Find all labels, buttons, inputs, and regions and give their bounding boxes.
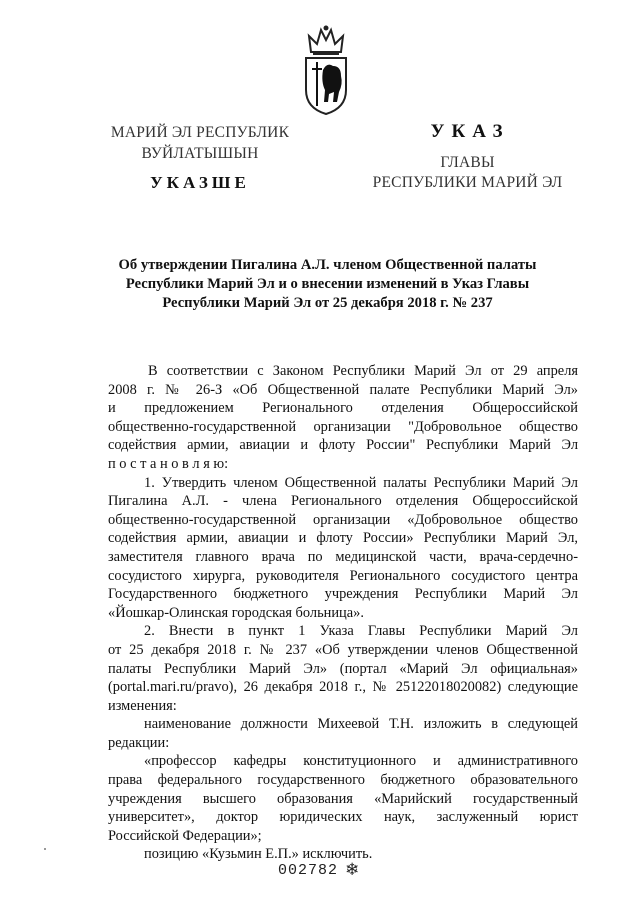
document-serial-number: 002782 (278, 862, 339, 879)
scan-speck (44, 848, 46, 850)
body-line: палаты Республики Марий Эл» (портал «Марий Эл официальная» (108, 660, 578, 677)
body-line: от 25 декабря 2018 г. № 237 «Об утверждении членов Общественной (108, 641, 578, 658)
header-left-line1: МАРИЙ ЭЛ РЕСПУБЛИК (110, 124, 290, 141)
body-line: 2008 г. № 26-З «Об Общественной палате Республики Марий Эл» (108, 381, 578, 398)
body-line: содействия армии, авиации и флоту России» Республики Марий Эл, (108, 530, 578, 547)
document-body (108, 362, 578, 864)
body-line: и предложением Регионального отделения Общероссийской (108, 400, 578, 417)
body-line: редакции: (108, 734, 170, 751)
body-line: «Йошкар-Олинская городская больница». (108, 604, 364, 621)
body-line-postanovlyayu: п о с т а н о в л я ю: (108, 455, 229, 472)
body-line: содействия армии, авиации и флоту России" Республики Марий Эл (108, 437, 578, 454)
body-line: Российской Федерации»; (108, 827, 262, 844)
body-line: общественно-государственной организации «Добровольное общество (108, 511, 578, 528)
title-line: Республики Марий Эл от 25 декабря 2018 г. № 237 (162, 295, 493, 311)
document-title (105, 256, 550, 313)
body-line: позицию «Кузьмин Е.П.» исключить. (144, 846, 373, 863)
body-line: Пигалина А.Л. - члена Регионального отделения Общероссийской (108, 493, 578, 510)
body-line: (portal.mari.ru/pravo), 26 декабря 2018 г., № 25122018020082) следующие (108, 679, 578, 696)
body-line: В соответствии с Законом Республики Марий Эл от 29 апреля (148, 363, 578, 379)
header-left-decree-word: УКАЗШЕ (150, 173, 250, 192)
body-line: 1. Утвердить членом Общественной палаты Республики Марий Эл (144, 474, 578, 491)
body-line: «профессор кафедры конституционного и административного (144, 753, 578, 770)
body-line: университет», доктор юридических наук, заслуженный юрист (108, 809, 578, 826)
title-line: Республики Марий Эл и о внесении изменений в Указ Главы (125, 276, 530, 292)
body-line: права федерального государственного бюджетного образовательного (108, 772, 578, 789)
title-line: Об утверждении Пигалина А.Л. членом Общественной палаты (118, 257, 537, 273)
header-right-line3: РЕСПУБЛИКИ МАРИЙ ЭЛ (372, 174, 563, 191)
body-line: общественно-государственной организации "Добровольное общество (108, 418, 578, 435)
snowflake-mark-icon: ❄ (345, 860, 360, 879)
body-line: Государственного бюджетного учреждения Республики Марий Эл (108, 586, 578, 603)
body-line: сосудистого хирурга, руководителя Регионального сосудистого центра (108, 567, 578, 584)
body-line: 2. Внести в пункт 1 Указа Главы Республики Марий Эл (144, 623, 578, 640)
header-right-line2: ГЛАВЫ (440, 154, 495, 171)
body-line: заместителя главного врача по медицинской части, врача-сердечно- (108, 548, 578, 565)
body-line: наименование должности Михеевой Т.Н. изложить в следующей (144, 716, 578, 733)
body-line: изменения: (108, 697, 177, 714)
coat-of-arms-icon (303, 22, 349, 116)
body-line: учреждения высшего образования «Марийский государственный (108, 790, 578, 807)
header-left-line2: ВУЙЛАТЫШЫН (141, 145, 259, 162)
header-right-decree-word: УКАЗ (430, 121, 510, 142)
